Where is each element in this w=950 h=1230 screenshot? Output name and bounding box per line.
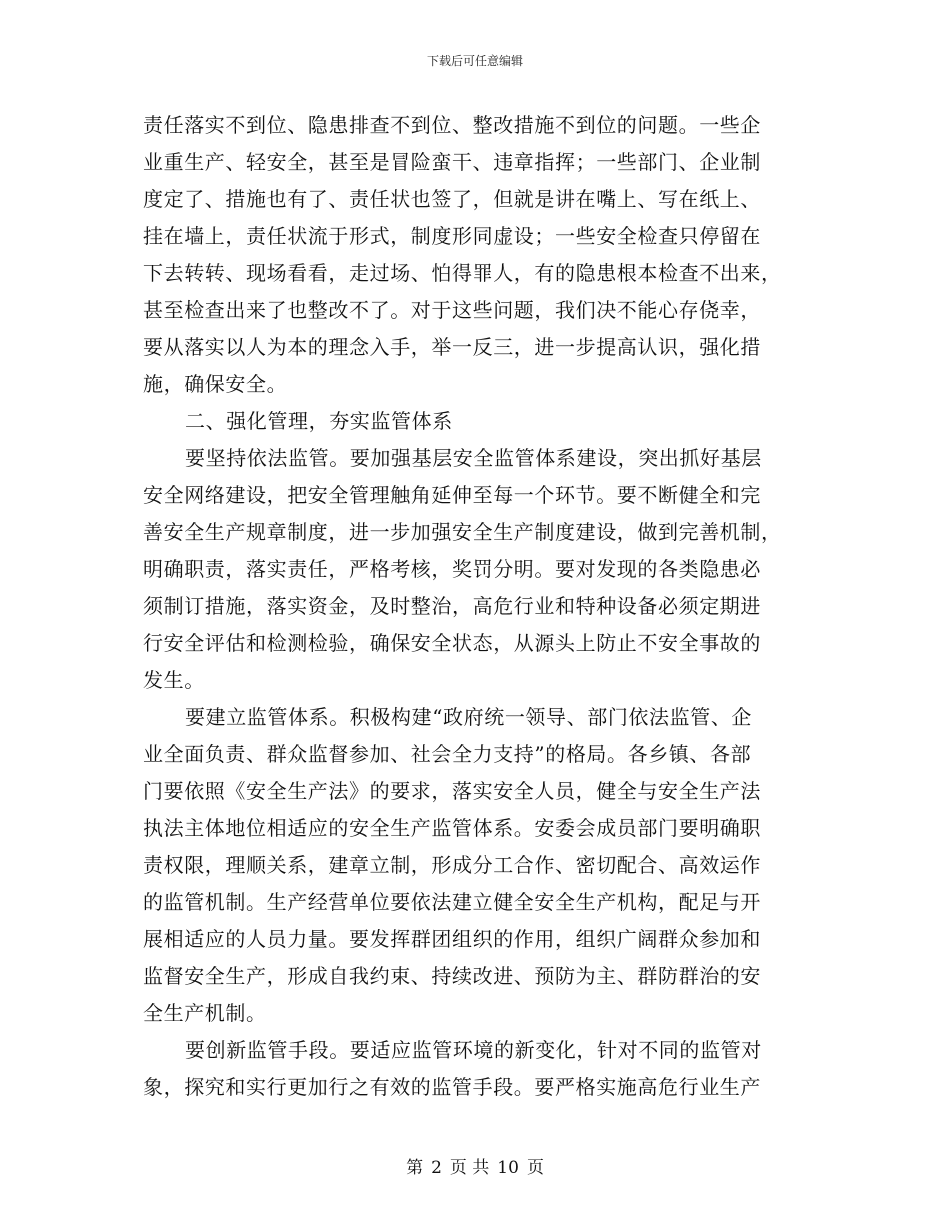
body-line: 安全网络建设，把安全管理触角延伸至每一个环节。要不断健全和完 bbox=[143, 483, 761, 507]
body-line: 须制订措施，落实资金，及时整治，高危行业和特种设备必须定期进 bbox=[143, 594, 761, 618]
body-line: 下去转转、现场看看，走过场、怕得罪人，有的隐患根本检查不出来， bbox=[143, 261, 782, 285]
body-line: 责任落实不到位、隐患排查不到位、整改措施不到位的问题。一些企 bbox=[143, 113, 761, 137]
footer-suffix: 页 bbox=[526, 1158, 544, 1178]
body-line: 业全面负责、群众监督参加、社会全力支持”的格局。各乡镇、各部 bbox=[143, 742, 752, 766]
page-footer bbox=[0, 1157, 950, 1179]
body-line: 行安全评估和检测检验，确保安全状态，从源头上防止不安全事故的 bbox=[143, 631, 761, 655]
paragraph-start-line: 要坚持依法监管。要加强基层安全监管体系建设，突出抓好基层 bbox=[185, 446, 762, 470]
body-line: 监督安全生产，形成自我约束、持续改进、预防为主、群防群治的安 bbox=[143, 964, 761, 988]
body-line: 责权限，理顺关系，建章立制，形成分工合作、密切配合、高效运作 bbox=[143, 853, 761, 877]
body-line: 全生产机制。 bbox=[143, 1001, 267, 1025]
body-line: 明确职责，落实责任，严格考核，奖罚分明。要对发现的各类隐患必 bbox=[143, 557, 761, 581]
body-line: 展相适应的人员力量。要发挥群团组织的作用，组织广阔群众参加和 bbox=[143, 927, 761, 951]
body-line: 执法主体地位相适应的安全生产监管体系。安委会成员部门要明确职 bbox=[143, 816, 761, 840]
body-line: 业重生产、轻安全，甚至是冒险蛮干、违章指挥；一些部门、企业制 bbox=[143, 150, 761, 174]
paragraph-start-line: 要创新监管手段。要适应监管环境的新变化，针对不同的监管对 bbox=[185, 1038, 762, 1062]
body-line: 施，确保安全。 bbox=[143, 372, 288, 396]
paragraph-start-line: 要建立监管体系。积极构建“政府统一领导、部门依法监管、企 bbox=[185, 705, 753, 729]
body-line: 挂在墙上，责任状流于形式，制度形同虚设；一些安全检查只停留在 bbox=[143, 224, 761, 248]
page-header: 下载后可任意编辑 bbox=[426, 54, 523, 68]
footer-middle: 页 共 bbox=[449, 1158, 490, 1178]
body-line: 度定了、措施也有了、责任状也签了，但就是讲在嘴上、写在纸上、 bbox=[143, 187, 761, 211]
body-line: 要从落实以人为本的理念入手，举一反三，进一步提高认识，强化措 bbox=[143, 335, 761, 359]
total-page-count: 10 bbox=[497, 1158, 519, 1178]
body-line: 门要依照《安全生产法》的要求，落实安全人员，健全与安全生产法 bbox=[143, 779, 761, 803]
current-page-number: 2 bbox=[431, 1158, 442, 1178]
body-line: 的监管机制。生产经营单位要依法建立健全安全生产机构，配足与开 bbox=[143, 890, 761, 914]
document-body bbox=[143, 107, 813, 1106]
body-line: 发生。 bbox=[143, 668, 205, 692]
footer-prefix: 第 bbox=[406, 1158, 424, 1178]
body-line: 善安全生产规章制度，进一步加强安全生产制度建设，做到完善机制， bbox=[143, 520, 782, 544]
section-heading: 二、强化管理，夯实监管体系 bbox=[185, 409, 453, 433]
body-line: 象，探究和实行更加行之有效的监管手段。要严格实施高危行业生产 bbox=[143, 1075, 761, 1099]
body-line: 甚至检查出来了也整改不了。对于这些问题，我们决不能心存侥幸， bbox=[143, 298, 761, 322]
